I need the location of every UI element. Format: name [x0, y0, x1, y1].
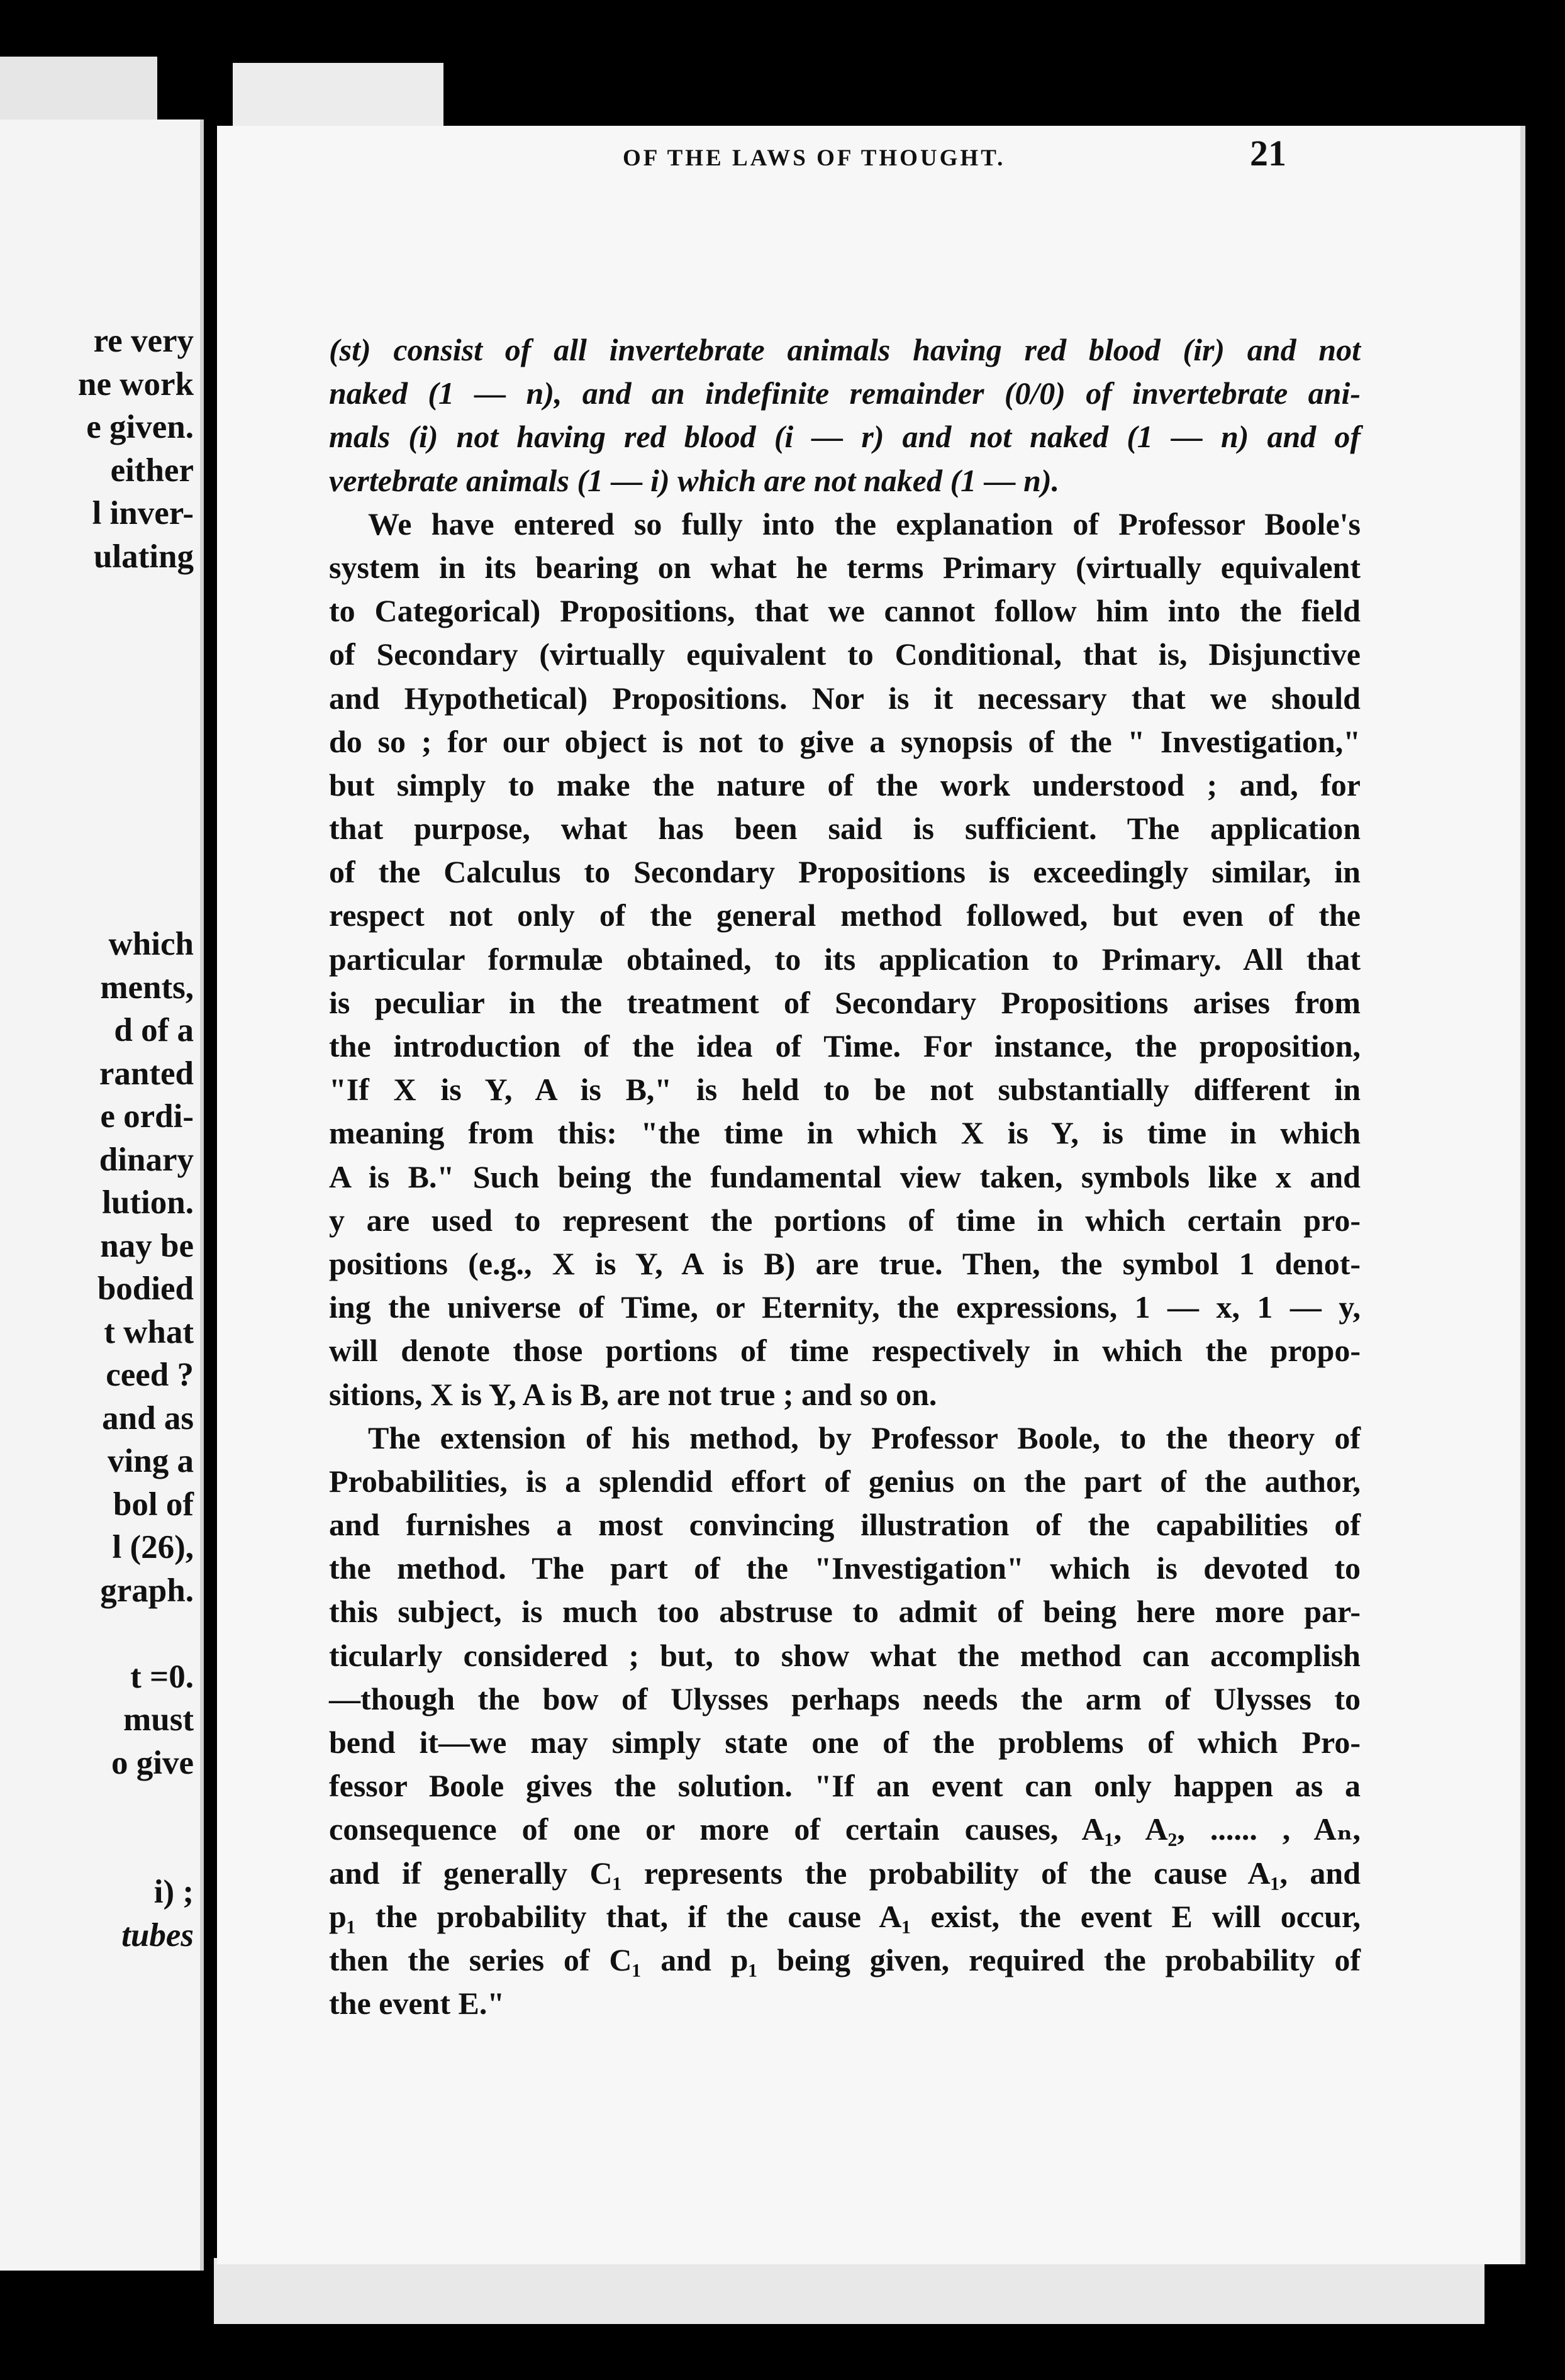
left-page-line [78, 664, 194, 708]
text-line: "If X is Y, A is B," is held to be not substantially different in [329, 1072, 1361, 1108]
text-line: this subject, is much too abstruse to admit of being here more par- [329, 1594, 1361, 1630]
text-line: and if generally C₁ represents the probability of the cause A₁, and [329, 1855, 1361, 1891]
left-page-line [78, 794, 194, 837]
left-page-line: and as [102, 1399, 194, 1437]
left-page-line: i) ; [153, 1874, 194, 1910]
left-page-line [78, 621, 194, 665]
left-page-line: lution. [102, 1184, 194, 1221]
left-page-line [78, 750, 194, 794]
text-line: The extension of his method, by Professor Boole, to the theory of [368, 1420, 1361, 1455]
left-page-line: e given. [86, 409, 194, 445]
left-page-line: l (26), [112, 1529, 194, 1565]
text-line: A is B." Such being the fundamental view taken, symbols like x and [329, 1159, 1361, 1194]
page-edge-tab [233, 63, 443, 132]
text-line: sitions, X is Y, A is B, are not true ; and so on. [329, 1376, 937, 1412]
text-line: particular formulæ obtained, to its application to Primary. All that [329, 941, 1361, 977]
text-line: We have entered so fully into the explanation of Professor Boole's [368, 506, 1361, 542]
text-line: system in its bearing on what he terms Primary (virtually equivalent [329, 549, 1361, 585]
left-page-line [78, 708, 194, 751]
left-page-line: dinary [99, 1141, 194, 1178]
left-page-line: re very [93, 323, 194, 359]
left-page-line: l inver- [92, 495, 194, 531]
left-page-line: ne work [77, 365, 194, 403]
text-line: y are used to represent the portions of time in which certain pro- [329, 1202, 1361, 1238]
text-line: p₁ the probability that, if the cause A₁ exist, the event E will occur, [329, 1898, 1361, 1934]
text-line: naked (1 — n), and an indefinite remainder (0/0) of invertebrate ani- [329, 375, 1361, 411]
text-line: fessor Boole gives the solution. "If an event can only happen as a [329, 1768, 1361, 1804]
text-line: the method. The part of the "Investigation" which is devoted to [329, 1550, 1361, 1586]
paragraph-1 [329, 503, 1361, 1416]
running-head [406, 132, 1286, 182]
text-line: meaning from this: "the time in which X is Y, is time in which [329, 1115, 1361, 1151]
text-line: mals (i) not having red blood (i — r) and not naked (1 — n) and of [329, 419, 1361, 455]
text-line: bend it—we may simply state one of the problems of which Pro- [329, 1725, 1361, 1760]
left-page-line [78, 1784, 194, 1828]
paragraph-2 [329, 1416, 1361, 2026]
left-page-line: e ordi- [100, 1098, 194, 1135]
text-line: ticularly considered ; but, to show what the method can accomplish [329, 1637, 1361, 1673]
left-page-line: ving a [108, 1443, 194, 1479]
left-page-line: t =0. [130, 1658, 194, 1695]
left-page-line [78, 880, 194, 923]
text-line: Probabilities, is a splendid effort of genius on the part of the author, [329, 1463, 1361, 1499]
italic-block [329, 328, 1361, 503]
left-page-line: graph. [100, 1572, 194, 1609]
left-page-line: ranted [99, 1055, 194, 1092]
text-line: of the Calculus to Secondary Propositions is exceedingly similar, in [329, 854, 1361, 890]
page-bottom-edge [214, 2258, 1484, 2324]
text-line: then the series of C₁ and p₁ being given, required the probability of [329, 1942, 1361, 1977]
left-page-line: nay be [100, 1227, 194, 1264]
left-page-line [78, 1828, 194, 1871]
text-line: —though the bow of Ulysses perhaps needs the arm of Ulysses to [329, 1681, 1361, 1716]
left-page-line: d of a [114, 1012, 194, 1048]
left-page-line: o give [111, 1744, 194, 1781]
text-line: (st) consist of all invertebrate animals having red blood (ir) and not [329, 332, 1361, 367]
text-line: that purpose, what has been said is sufficient. The application [329, 811, 1361, 847]
left-page-line: either [110, 452, 194, 489]
left-page-line: ments, [100, 969, 194, 1006]
text-line: will denote those portions of time respectively in which the propo- [329, 1333, 1361, 1369]
left-page-line: must [123, 1701, 194, 1738]
text-line: ing the universe of Time, or Eternity, the expressions, 1 — x, 1 — y, [329, 1289, 1361, 1325]
text-line: but simply to make the nature of the work understood ; and, for [329, 767, 1361, 803]
text-line: positions (e.g., X is Y, A is B) are true. Then, the symbol 1 denot- [329, 1245, 1361, 1281]
body-text [329, 328, 1361, 2025]
left-page-line: bodied [97, 1271, 194, 1307]
text-line: vertebrate animals (1 — i) which are not naked (1 — n). [329, 462, 1060, 498]
left-page-line: which [108, 926, 194, 962]
left-page-edge-tab [0, 57, 157, 126]
text-line: consequence of one or more of certain causes, A₁, A₂, ...... , Aₙ, [329, 1811, 1361, 1847]
left-page-line [78, 578, 194, 621]
text-line: do so ; for our object is not to give a synopsis of the " Investigation," [329, 723, 1361, 759]
left-page-line [78, 837, 194, 880]
running-title: OF THE LAWS OF THOUGHT. [623, 145, 1006, 171]
left-page-line: ulating [93, 538, 194, 575]
left-page-line: bol of [113, 1486, 194, 1523]
text-line: the introduction of the idea of Time. For instance, the proposition, [329, 1028, 1361, 1064]
text-line: is peculiar in the treatment of Secondary Propositions arises from [329, 984, 1361, 1020]
text-line: to Categorical) Propositions, that we cannot follow him into the field [329, 593, 1361, 629]
text-line: respect not only of the general method followed, but even of the [329, 898, 1361, 933]
text-line: of Secondary (virtually equivalent to Conditional, that is, Disjunctive [329, 637, 1361, 672]
text-line: the event E." [329, 1986, 505, 2021]
left-page-text [78, 320, 194, 1957]
left-page-line: t what [104, 1313, 194, 1350]
left-page-line: tubes [121, 1916, 194, 1954]
text-line: and furnishes a most convincing illustration of the capabilities of [329, 1507, 1361, 1543]
left-page-line [78, 1612, 194, 1655]
text-line: and Hypothetical) Propositions. Nor is it necessary that we should [329, 680, 1361, 716]
left-page-line: ceed ? [106, 1357, 194, 1393]
page-number: 21 [1250, 133, 1286, 174]
left-page-fragment [0, 120, 204, 2271]
